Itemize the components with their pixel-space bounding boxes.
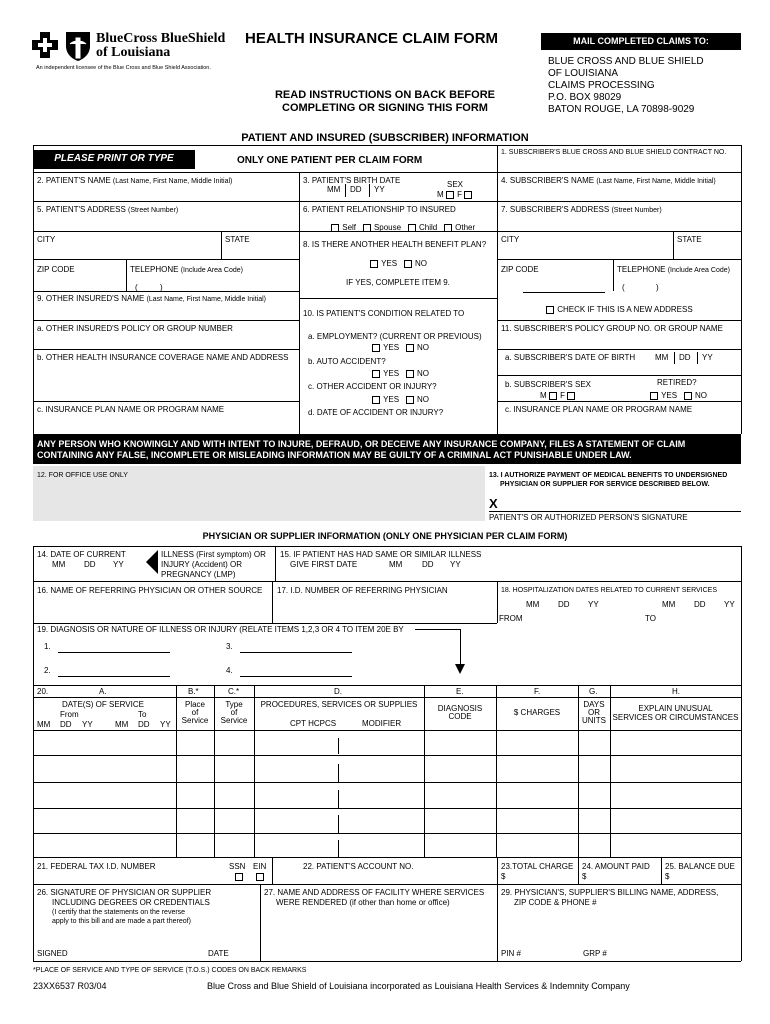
field-29-line-1: 29. PHYSICIAN'S, SUPPLIER'S BILLING NAME, ADDRESS, xyxy=(501,888,719,897)
auto-no-checkbox[interactable] xyxy=(406,370,414,378)
service-line-1[interactable] xyxy=(33,730,741,755)
modifier-label: MODIFIER xyxy=(362,719,402,728)
sub-birth-yy: YY xyxy=(702,353,713,362)
field-9a-label: a. OTHER INSURED'S POLICY OR GROUP NUMBER xyxy=(37,324,233,333)
field-3-label: 3. PATIENT'S BIRTH DATE xyxy=(303,176,401,185)
bcbs-logo xyxy=(30,30,230,76)
field-23-label: 23.TOTAL CHARGE xyxy=(501,862,574,871)
dates-to-dd: DD xyxy=(138,720,150,729)
f18-to-label: TO xyxy=(645,614,656,623)
mail-address-1: BLUE CROSS AND BLUE SHIELD xyxy=(548,56,704,67)
triangle-pointer-icon xyxy=(146,550,158,574)
explain-1: EXPLAIN UNUSUAL xyxy=(638,704,713,713)
field-21-label: 21. FEDERAL TAX I.D. NUMBER xyxy=(37,862,156,871)
dates-to-mm: MM xyxy=(115,720,129,729)
col-c-label: C.* xyxy=(228,687,240,696)
field-9c-label: c. INSURANCE PLAN NAME OR PROGRAM NAME xyxy=(37,405,225,414)
pin-label: PIN # xyxy=(501,949,522,958)
field-26-line-1: 26. SIGNATURE OF PHYSICIAN OR SUPPLIER xyxy=(37,888,212,897)
retired-no-checkbox[interactable] xyxy=(684,392,692,400)
service-line-5[interactable] xyxy=(33,833,741,857)
field-15-sub: GIVE FIRST DATE xyxy=(290,560,358,569)
other-accident-yes-checkbox[interactable] xyxy=(372,396,380,404)
logo-line-2: of Louisiana xyxy=(96,45,171,60)
signature-x-mark: X xyxy=(489,496,498,511)
field-16-label: 16. NAME OF REFERRING PHYSICIAN OR OTHER SOURCE xyxy=(37,586,263,595)
f18-from-mm: MM xyxy=(526,600,540,609)
dates-from-yy: YY xyxy=(82,720,93,729)
diagnosis-2-label: 2. xyxy=(44,666,51,675)
authorize-line-1: 13. I AUTHORIZE PAYMENT OF MEDICAL BENEFITS TO UNDERSIGNED xyxy=(489,472,728,479)
sex-options: M F xyxy=(437,190,473,200)
field-10c-options: YES NO xyxy=(372,395,429,405)
field-10b-label: b. AUTO ACCIDENT? xyxy=(308,357,386,366)
field-9-label: 9. OTHER INSURED'S NAME (Last Name, First Name, Middle Initial) xyxy=(37,294,266,303)
mail-address-5: BATON ROUGE, LA 70898-9029 xyxy=(548,104,695,115)
col-h-label: H. xyxy=(672,687,680,696)
read-instructions-1: READ INSTRUCTIONS ON BACK BEFORE xyxy=(274,89,495,101)
field-5-label: 5. PATIENT'S ADDRESS (Street Number) xyxy=(37,205,179,214)
subscriber-zip-label: ZIP CODE xyxy=(501,265,539,274)
mail-banner-text: MAIL COMPLETED CLAIMS TO: xyxy=(573,36,709,46)
field-25-label: 25. BALANCE DUE xyxy=(665,862,735,871)
employment-no-checkbox[interactable] xyxy=(406,344,414,352)
field-26-line-3: (I certify that the statements on the reverse xyxy=(52,909,186,916)
patient-city-label: CITY xyxy=(37,235,56,244)
field-22-label: 22. PATIENT'S ACCOUNT NO. xyxy=(303,862,414,871)
field-8-note: IF YES, COMPLETE ITEM 9. xyxy=(346,278,450,287)
field-7-label: 7. SUBSCRIBER'S ADDRESS (Street Number) xyxy=(501,205,662,214)
diagnosis-code-2: CODE xyxy=(448,712,472,721)
signed-label: SIGNED xyxy=(37,949,68,958)
field-2-label: 2. PATIENT'S NAME (Last Name, First Name, Middle Initial) xyxy=(37,176,233,185)
dates-of-service-label: DATE(S) OF SERVICE xyxy=(62,700,144,709)
field-15-label: 15. IF PATIENT HAS HAD SAME OR SIMILAR ILLNESS xyxy=(280,550,482,559)
dates-from-mm: MM xyxy=(37,720,51,729)
field-14-label: 14. DATE OF CURRENT xyxy=(37,550,126,559)
field-10a-label: a. EMPLOYMENT? (CURRENT OR PREVIOUS) xyxy=(308,332,482,341)
field-9b-label: b. OTHER HEALTH INSURANCE COVERAGE NAME AND ADDRESS xyxy=(37,353,289,362)
sub-birth-mm: MM xyxy=(655,353,669,362)
new-address-checkbox[interactable] xyxy=(546,306,554,314)
type-2: of xyxy=(230,708,238,717)
other-accident-no-checkbox[interactable] xyxy=(406,396,414,404)
field-8-label: 8. IS THERE ANOTHER HEALTH BENEFIT PLAN? xyxy=(303,240,487,249)
retired-label: RETIRED? xyxy=(657,378,697,387)
type-3: Service xyxy=(220,716,248,725)
subscriber-state-label: STATE xyxy=(677,235,702,244)
balance-due-dollar: $ xyxy=(665,872,670,881)
field-10c-label: c. OTHER ACCIDENT OR INJURY? xyxy=(308,382,437,391)
col-a-label: A. xyxy=(99,687,107,696)
birth-mm: MM xyxy=(327,185,341,194)
authorize-line-2: PHYSICIAN OR SUPPLIER FOR SERVICE DESCRIBED BELOW. xyxy=(500,481,710,488)
patient-section-heading: PATIENT AND INSURED (SUBSCRIBER) INFORMATION xyxy=(241,132,529,144)
days-2: OR xyxy=(588,708,600,717)
f18-from-label: FROM xyxy=(499,614,523,623)
f18-to-dd: DD xyxy=(694,600,706,609)
f18-from-dd: DD xyxy=(558,600,570,609)
form-title: HEALTH INSURANCE CLAIM FORM xyxy=(245,30,499,47)
sex-label: SEX xyxy=(447,180,464,189)
charges-label: $ CHARGES xyxy=(513,708,561,717)
patient-zip-label: ZIP CODE xyxy=(37,265,75,274)
field-26-line-4: apply to this bill and are made a part thereof) xyxy=(52,918,191,925)
diagnosis-code-1: DIAGNOSIS xyxy=(437,704,483,713)
ein-label: EIN xyxy=(253,862,267,871)
field-6-label: 6. PATIENT RELATIONSHIP TO INSURED xyxy=(303,205,456,214)
mail-address-4: P.O. BOX 98029 xyxy=(548,92,622,103)
subscriber-phone-paren-open: ( xyxy=(622,283,625,292)
field-27-line-1: 27. NAME AND ADDRESS OF FACILITY WHERE SERVICES xyxy=(264,888,485,897)
col-b-label: B.* xyxy=(188,687,199,696)
subscriber-telephone-label: TELEPHONE (Include Area Code) xyxy=(617,265,730,274)
logo-line-1: BlueCross BlueShield xyxy=(96,31,226,46)
service-line-2[interactable] xyxy=(33,755,741,782)
sub-birth-dd: DD xyxy=(679,353,691,362)
dates-to-label: To xyxy=(138,710,147,719)
relationship-options: Self Spouse Child Other xyxy=(331,223,475,233)
sub-sex-f-checkbox[interactable] xyxy=(567,392,575,400)
f18-to-mm: MM xyxy=(662,600,676,609)
amount-paid-dollar: $ xyxy=(582,872,587,881)
new-address-option: CHECK IF THIS IS A NEW ADDRESS xyxy=(546,305,693,315)
read-instructions-2: COMPLETING OR SIGNING THIS FORM xyxy=(282,102,488,114)
plan-no-checkbox[interactable] xyxy=(404,260,412,268)
footer-note: *PLACE OF SERVICE AND TYPE OF SERVICE (T.O.S.) CODES ON BACK REMARKS xyxy=(33,967,307,974)
sex-f-checkbox[interactable] xyxy=(464,191,472,199)
physician-section-heading: PHYSICIAN OR SUPPLIER INFORMATION (ONLY ONE PHYSICIAN PER CLAIM FORM) xyxy=(202,531,568,541)
field-27-line-2: WERE RENDERED (if other than home or office) xyxy=(276,898,450,907)
service-line-3[interactable] xyxy=(33,782,741,808)
fraud-warning-line-2: CONTAINING ANY FALSE, INCOMPLETE OR MISLEADING INFORMATION MAY BE GUILTY OF A CRIMINAL ACT PUNISHABLE UNDER LAW. xyxy=(37,450,632,460)
field-1-label: 1. SUBSCRIBER'S BLUE CROSS AND BLUE SHIELD CONTRACT NO. xyxy=(501,149,727,156)
f15-mm: MM xyxy=(389,560,403,569)
auto-yes-checkbox[interactable] xyxy=(372,370,380,378)
f14-yy: YY xyxy=(113,560,124,569)
f14-option-3: PREGNANCY (LMP) xyxy=(161,570,236,579)
ssn-label: SSN xyxy=(229,862,246,871)
subscriber-name-input[interactable] xyxy=(501,188,737,200)
col-g-label: G. xyxy=(589,687,598,696)
employment-yes-checkbox[interactable] xyxy=(372,344,380,352)
ein-checkbox[interactable] xyxy=(256,873,264,881)
days-1: DAYS xyxy=(583,700,605,709)
field-10a-options: YES NO xyxy=(372,343,429,353)
col-f-label: F. xyxy=(534,687,541,696)
explain-2: SERVICES OR CIRCUMSTANCES xyxy=(612,713,739,722)
col-d-label: D. xyxy=(334,687,342,696)
sex-m-checkbox[interactable] xyxy=(446,191,454,199)
print-banner-text: PLEASE PRINT OR TYPE xyxy=(54,153,174,164)
patient-signature-label: PATIENT'S OR AUTHORIZED PERSON'S SIGNATURE xyxy=(489,513,688,522)
dates-to-yy: YY xyxy=(160,720,171,729)
diagnosis-4-label: 4. xyxy=(226,666,233,675)
patient-phone-paren-open: ( xyxy=(135,283,138,292)
field-10b-options: YES NO xyxy=(372,369,429,379)
retired-yes-checkbox[interactable] xyxy=(650,392,658,400)
f14-dd: DD xyxy=(84,560,96,569)
procedures-label: PROCEDURES, SERVICES OR SUPPLIES xyxy=(260,700,418,709)
f15-dd: DD xyxy=(422,560,434,569)
type-1: Type xyxy=(225,700,243,709)
dates-from-dd: DD xyxy=(60,720,72,729)
f14-option-2: INJURY (Accident) OR xyxy=(161,560,243,569)
f18-from-yy: YY xyxy=(588,600,599,609)
f18-to-yy: YY xyxy=(724,600,735,609)
field-11b-label: b. SUBSCRIBER'S SEX xyxy=(505,380,591,389)
fraud-warning-line-1: ANY PERSON WHO KNOWINGLY AND WITH INTENT TO INJURE, DEFRAUD, OR DECEIVE ANY INSURANCE COMPANY, FILES A STATEMENT OF CLAIM xyxy=(37,439,686,449)
footer-company: Blue Cross and Blue Shield of Louisiana incorporated as Louisiana Health Services & Indemnity Company xyxy=(207,981,630,991)
field-4-label: 4. SUBSCRIBER'S NAME (Last Name, First Name, Middle Initial) xyxy=(501,176,716,185)
plan-yes-checkbox[interactable] xyxy=(370,260,378,268)
subscriber-address-input[interactable] xyxy=(501,217,737,229)
diagnosis-1-label: 1. xyxy=(44,642,51,651)
patient-signature-input[interactable] xyxy=(503,498,733,511)
retired-options: YES NO xyxy=(650,391,707,401)
field-11c-label: c. INSURANCE PLAN NAME OR PROGRAM NAME xyxy=(505,405,693,414)
field-18-label: 18. HOSPITALIZATION DATES RELATED TO CURRENT SERVICES xyxy=(501,587,718,594)
bcbs-cross-shield-icon xyxy=(30,30,96,62)
field-20-label: 20. xyxy=(37,687,49,696)
birth-yy: YY xyxy=(374,185,385,194)
col-e-label: E. xyxy=(456,687,464,696)
field-29-line-2: ZIP CODE & PHONE # xyxy=(514,898,597,907)
sub-sex-options: M F xyxy=(540,391,576,401)
field-26-line-2: INCLUDING DEGREES OR CREDENTIALS xyxy=(52,898,210,907)
date-label: DATE xyxy=(208,949,229,958)
total-charge-dollar: $ xyxy=(501,872,506,881)
field-24-label: 24. AMOUNT PAID xyxy=(582,862,650,871)
sub-sex-m-checkbox[interactable] xyxy=(549,392,557,400)
patient-name-input[interactable] xyxy=(37,188,292,200)
dates-from-label: From xyxy=(60,710,79,719)
f15-yy: YY xyxy=(450,560,461,569)
patient-telephone-label: TELEPHONE (Include Area Code) xyxy=(130,265,243,274)
field-10-label: 10. IS PATIENT'S CONDITION RELATED TO xyxy=(303,309,465,318)
place-2: of xyxy=(191,708,199,717)
days-3: UNITS xyxy=(582,716,606,725)
arrow-down-icon xyxy=(455,664,465,674)
place-1: Place xyxy=(184,700,205,709)
office-use-label: 12. FOR OFFICE USE ONLY xyxy=(37,472,128,479)
patient-state-label: STATE xyxy=(225,235,250,244)
ssn-checkbox[interactable] xyxy=(235,873,243,881)
mail-address-3: CLAIMS PROCESSING xyxy=(548,80,655,91)
birth-dd: DD xyxy=(350,185,362,194)
field-10d-label: d. DATE OF ACCIDENT OR INJURY? xyxy=(308,408,444,417)
grp-label: GRP # xyxy=(583,949,607,958)
mail-address-2: OF LOUISIANA xyxy=(548,68,619,79)
field-11a-label: a. SUBSCRIBER'S DATE OF BIRTH xyxy=(505,353,636,362)
diagnosis-3-label: 3. xyxy=(226,642,233,651)
service-line-4[interactable] xyxy=(33,808,741,833)
footer-form-number: 23XX6537 R03/04 xyxy=(33,981,107,991)
cpt-label: CPT HCPCS xyxy=(290,719,337,728)
f14-mm: MM xyxy=(52,560,66,569)
field-8-options: YES NO xyxy=(370,259,427,269)
field-17-label: 17. I.D. NUMBER OF REFERRING PHYSICIAN xyxy=(277,586,448,595)
patient-address-input[interactable] xyxy=(37,217,292,229)
subscriber-phone-paren-close: ) xyxy=(656,283,659,292)
subscriber-city-label: CITY xyxy=(501,235,520,244)
patient-phone-paren-close: ) xyxy=(160,283,163,292)
field-11-label: 11. SUBSCRIBER'S POLICY GROUP NO. OR GROUP NAME xyxy=(501,324,723,333)
one-patient-text: ONLY ONE PATIENT PER CLAIM FORM xyxy=(237,155,423,166)
field-19-label: 19. DIAGNOSIS OR NATURE OF ILLNESS OR INJURY (RELATE ITEMS 1,2,3 OR 4 TO ITEM 20E BY xyxy=(37,625,404,634)
f14-option-1: ILLNESS (First symptom) OR xyxy=(161,550,266,559)
logo-tagline: An independent licensee of the Blue Cross and Blue Shield Association. xyxy=(36,65,211,71)
place-3: Service xyxy=(181,716,209,725)
